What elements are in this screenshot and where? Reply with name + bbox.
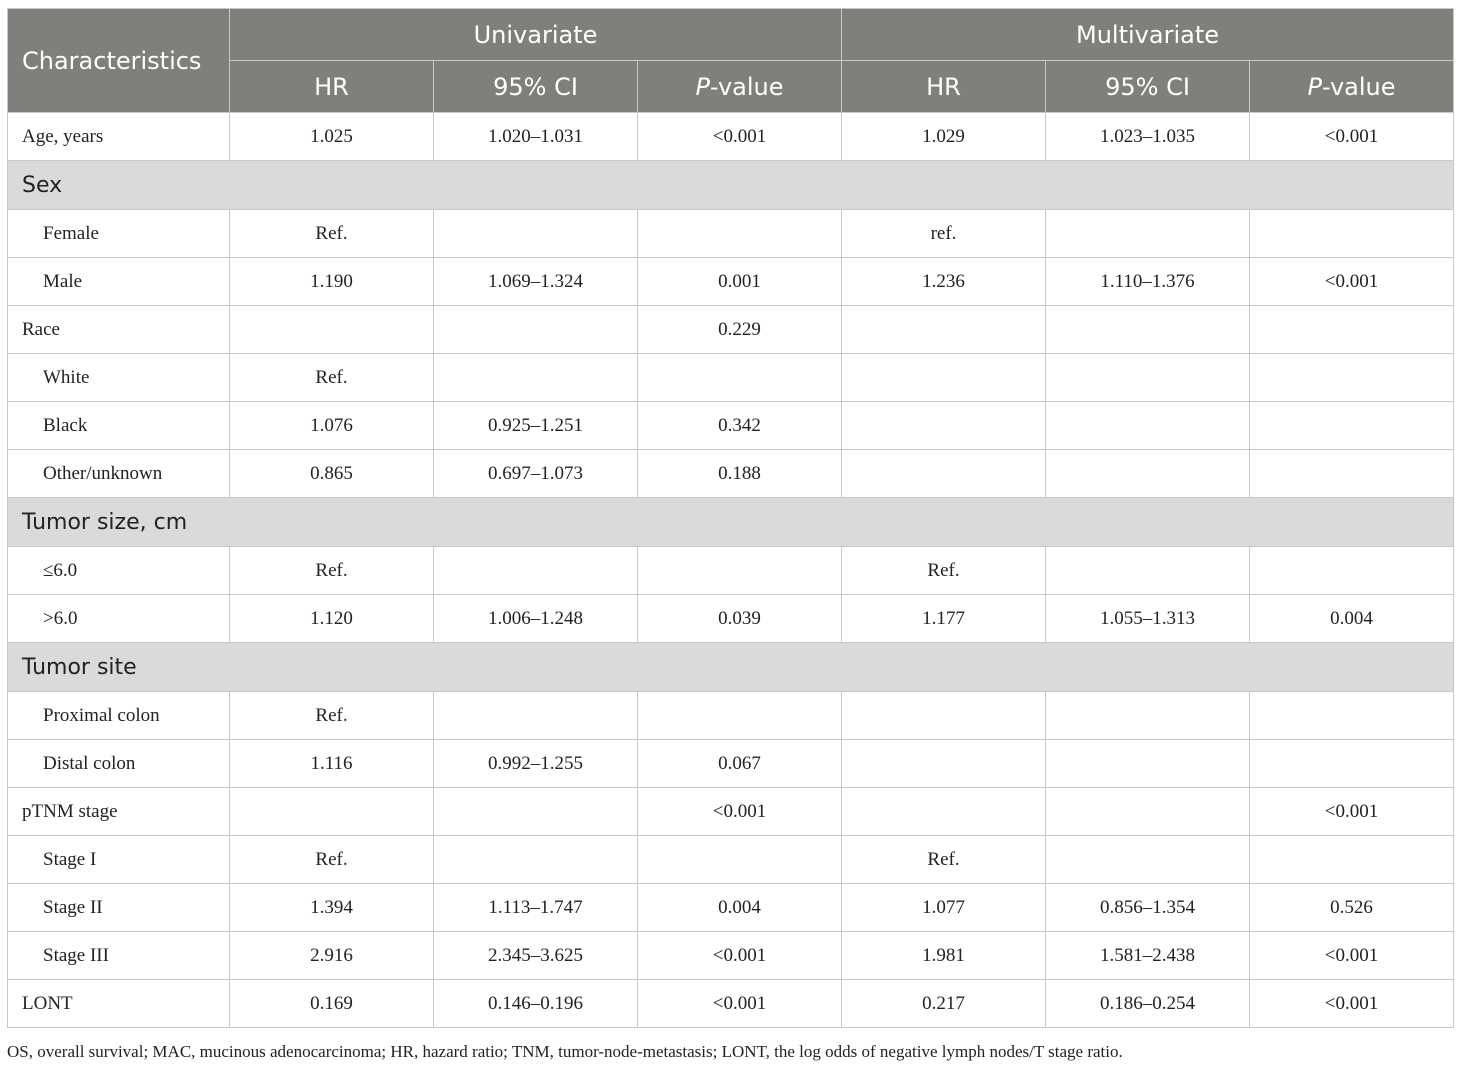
multi-ci-cell <box>1046 402 1250 450</box>
multi-pvalue-cell <box>1250 450 1454 498</box>
table-row <box>8 354 1454 402</box>
multi-pvalue-cell <box>1250 306 1454 354</box>
uni-ci-cell <box>434 692 638 740</box>
uni-hr-cell: 1.116 <box>230 740 434 788</box>
uni-pvalue-cell: 0.039 <box>638 595 842 643</box>
multi-pvalue-cell <box>1250 692 1454 740</box>
multi-hr-cell <box>842 306 1046 354</box>
uni-pvalue-cell: <0.001 <box>638 113 842 161</box>
uni-ci-cell <box>434 210 638 258</box>
uni-pvalue-cell: 0.229 <box>638 306 842 354</box>
uni-hr-cell <box>230 306 434 354</box>
row-label: Stage I <box>8 836 230 884</box>
multi-pvalue-cell: <0.001 <box>1250 258 1454 306</box>
table-row <box>8 210 1454 258</box>
multi-ci-cell <box>1046 450 1250 498</box>
table-row <box>8 547 1454 595</box>
multi-pvalue-cell <box>1250 836 1454 884</box>
cox-regression-table <box>7 8 1454 1028</box>
multi-ci-cell: 1.110–1.376 <box>1046 258 1250 306</box>
subheader-uni-pvalue: P-value <box>638 61 842 113</box>
uni-hr-cell: 2.916 <box>230 932 434 980</box>
multi-ci-cell <box>1046 210 1250 258</box>
subheader-uni-hr: HR <box>230 61 434 113</box>
table-row <box>8 836 1454 884</box>
multi-hr-cell: 0.217 <box>842 980 1046 1028</box>
multi-pvalue-cell <box>1250 402 1454 450</box>
multi-ci-cell <box>1046 836 1250 884</box>
table-footnote: OS, overall survival; MAC, mucinous adenocarcinoma; HR, hazard ratio; TNM, tumor-node-metastasis; LONT, the log odds of negative lymph nodes/T stage ratio. <box>7 1042 1123 1061</box>
uni-ci-cell: 1.020–1.031 <box>434 113 638 161</box>
table-header <box>8 9 1454 113</box>
uni-ci-cell: 0.146–0.196 <box>434 980 638 1028</box>
table-row <box>8 402 1454 450</box>
multi-ci-cell: 1.581–2.438 <box>1046 932 1250 980</box>
table-row <box>8 932 1454 980</box>
uni-ci-cell: 0.697–1.073 <box>434 450 638 498</box>
uni-ci-cell <box>434 354 638 402</box>
uni-pvalue-cell <box>638 354 842 402</box>
uni-ci-cell <box>434 788 638 836</box>
uni-ci-cell: 1.006–1.248 <box>434 595 638 643</box>
table-row <box>8 450 1454 498</box>
uni-ci-cell <box>434 306 638 354</box>
table-row <box>8 258 1454 306</box>
multi-hr-cell <box>842 354 1046 402</box>
row-label: pTNM stage <box>8 788 230 836</box>
multi-pvalue-cell <box>1250 740 1454 788</box>
uni-hr-cell: Ref. <box>230 836 434 884</box>
section-label: Tumor size, cm <box>8 498 1454 547</box>
uni-pvalue-cell: 0.004 <box>638 884 842 932</box>
table-row <box>8 595 1454 643</box>
header-univariate: Univariate <box>230 9 842 61</box>
multi-hr-cell: Ref. <box>842 836 1046 884</box>
uni-hr-cell: Ref. <box>230 210 434 258</box>
results-table-container <box>7 8 1453 1028</box>
uni-ci-cell: 2.345–3.625 <box>434 932 638 980</box>
subheader-multi-pvalue: P-value <box>1250 61 1454 113</box>
multi-hr-cell <box>842 692 1046 740</box>
row-label: Race <box>8 306 230 354</box>
table-row <box>8 788 1454 836</box>
uni-pvalue-cell: <0.001 <box>638 788 842 836</box>
multi-pvalue-cell: 0.526 <box>1250 884 1454 932</box>
row-label: ≤6.0 <box>8 547 230 595</box>
multi-ci-cell <box>1046 354 1250 402</box>
multi-hr-cell: 1.177 <box>842 595 1046 643</box>
row-label: Proximal colon <box>8 692 230 740</box>
uni-ci-cell: 0.992–1.255 <box>434 740 638 788</box>
subheader-uni-ci: 95% CI <box>434 61 638 113</box>
multi-hr-cell <box>842 740 1046 788</box>
table-row <box>8 113 1454 161</box>
uni-pvalue-cell <box>638 210 842 258</box>
multi-ci-cell: 0.186–0.254 <box>1046 980 1250 1028</box>
multi-ci-cell <box>1046 547 1250 595</box>
multi-pvalue-cell: <0.001 <box>1250 980 1454 1028</box>
uni-hr-cell: Ref. <box>230 692 434 740</box>
uni-pvalue-cell <box>638 836 842 884</box>
section-label: Sex <box>8 161 1454 210</box>
row-label: Stage III <box>8 932 230 980</box>
uni-hr-cell: 0.865 <box>230 450 434 498</box>
multi-ci-cell: 1.023–1.035 <box>1046 113 1250 161</box>
uni-hr-cell <box>230 788 434 836</box>
multi-ci-cell: 0.856–1.354 <box>1046 884 1250 932</box>
uni-hr-cell: 1.394 <box>230 884 434 932</box>
uni-hr-cell: 1.190 <box>230 258 434 306</box>
uni-hr-cell: 1.025 <box>230 113 434 161</box>
header-characteristics: Characteristics <box>8 9 230 113</box>
multi-pvalue-cell <box>1250 354 1454 402</box>
uni-pvalue-cell <box>638 692 842 740</box>
multi-hr-cell: Ref. <box>842 547 1046 595</box>
row-label: Age, years <box>8 113 230 161</box>
uni-pvalue-cell: 0.188 <box>638 450 842 498</box>
uni-hr-cell: 1.076 <box>230 402 434 450</box>
uni-pvalue-cell: <0.001 <box>638 932 842 980</box>
subheader-multi-hr: HR <box>842 61 1046 113</box>
section-label: Tumor site <box>8 643 1454 692</box>
table-row <box>8 692 1454 740</box>
subheader-multi-ci: 95% CI <box>1046 61 1250 113</box>
multi-ci-cell <box>1046 306 1250 354</box>
section-row <box>8 161 1454 210</box>
uni-ci-cell: 1.113–1.747 <box>434 884 638 932</box>
multi-hr-cell: 1.077 <box>842 884 1046 932</box>
multi-hr-cell: 1.981 <box>842 932 1046 980</box>
uni-hr-cell: 1.120 <box>230 595 434 643</box>
multi-pvalue-cell: 0.004 <box>1250 595 1454 643</box>
multi-hr-cell: 1.029 <box>842 113 1046 161</box>
table-body <box>8 113 1454 1028</box>
uni-ci-cell <box>434 547 638 595</box>
multi-hr-cell <box>842 402 1046 450</box>
uni-hr-cell: Ref. <box>230 547 434 595</box>
multi-pvalue-cell <box>1250 210 1454 258</box>
multi-ci-cell <box>1046 692 1250 740</box>
row-label: Male <box>8 258 230 306</box>
row-label: >6.0 <box>8 595 230 643</box>
table-row <box>8 306 1454 354</box>
row-label: White <box>8 354 230 402</box>
uni-pvalue-cell: 0.342 <box>638 402 842 450</box>
uni-pvalue-cell <box>638 547 842 595</box>
section-row <box>8 643 1454 692</box>
uni-ci-cell: 0.925–1.251 <box>434 402 638 450</box>
row-label: Distal colon <box>8 740 230 788</box>
uni-pvalue-cell: 0.067 <box>638 740 842 788</box>
uni-hr-cell: Ref. <box>230 354 434 402</box>
table-row <box>8 884 1454 932</box>
table-row <box>8 980 1454 1028</box>
uni-ci-cell <box>434 836 638 884</box>
uni-pvalue-cell: 0.001 <box>638 258 842 306</box>
multi-ci-cell <box>1046 788 1250 836</box>
table-row <box>8 740 1454 788</box>
multi-pvalue-cell: <0.001 <box>1250 113 1454 161</box>
multi-pvalue-cell <box>1250 547 1454 595</box>
row-label: Stage II <box>8 884 230 932</box>
row-label: Other/unknown <box>8 450 230 498</box>
multi-hr-cell: 1.236 <box>842 258 1046 306</box>
uni-hr-cell: 0.169 <box>230 980 434 1028</box>
uni-pvalue-cell: <0.001 <box>638 980 842 1028</box>
multi-hr-cell <box>842 450 1046 498</box>
multi-ci-cell: 1.055–1.313 <box>1046 595 1250 643</box>
row-label: LONT <box>8 980 230 1028</box>
multi-pvalue-cell: <0.001 <box>1250 788 1454 836</box>
multi-hr-cell <box>842 788 1046 836</box>
multi-pvalue-cell: <0.001 <box>1250 932 1454 980</box>
multi-hr-cell: ref. <box>842 210 1046 258</box>
header-multivariate: Multivariate <box>842 9 1454 61</box>
uni-ci-cell: 1.069–1.324 <box>434 258 638 306</box>
row-label: Female <box>8 210 230 258</box>
multi-ci-cell <box>1046 740 1250 788</box>
row-label: Black <box>8 402 230 450</box>
section-row <box>8 498 1454 547</box>
